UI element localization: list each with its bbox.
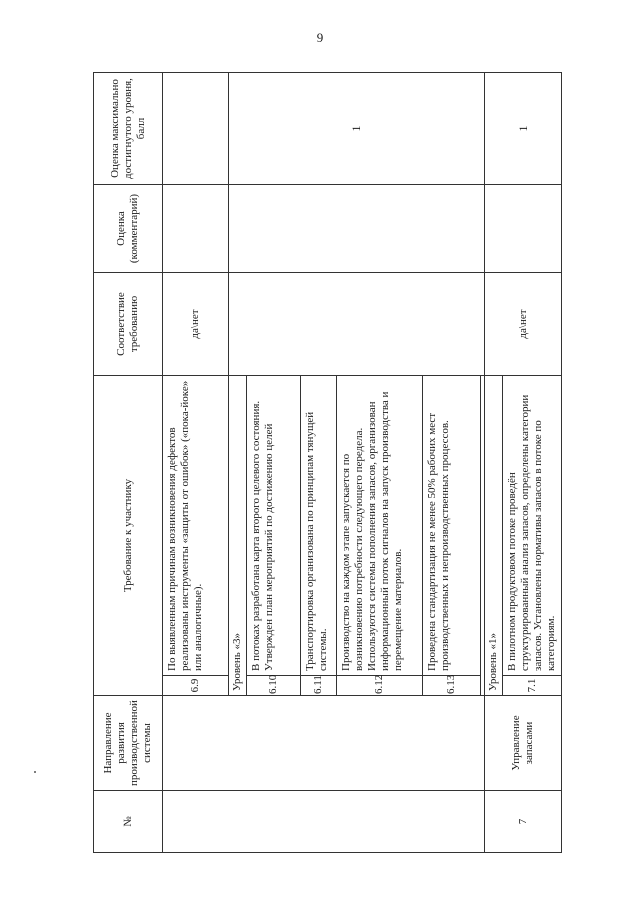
page-number: 9 bbox=[316, 30, 324, 45]
section-direction: Управление запасами bbox=[485, 696, 562, 791]
header-score: Оценка максимально достигнутого уровня, балл bbox=[94, 73, 163, 185]
scan-speck bbox=[34, 771, 36, 773]
row-text: По выявленным причинам возникновения дефектов реализованы инструменты «защиты от ошибок» («пока-йоке» или аналогичные). bbox=[163, 376, 229, 676]
row-text: Транспортировка организована по принципам тянущей системы. bbox=[301, 376, 337, 676]
row-id: 6.13 bbox=[423, 676, 481, 696]
requirements-table bbox=[93, 72, 562, 853]
level-label: Уровень «1» bbox=[485, 376, 503, 696]
table-row-6-9 bbox=[163, 73, 229, 853]
header-direction: Направление развития производственной системы bbox=[94, 696, 163, 791]
level-label: Уровень «3» bbox=[229, 376, 247, 696]
row-text: В пилотном продуктовом потоке проведён структурированный анализ запасов, определены категории запасов. Установлены нормативы запасов в потоке по категориям. bbox=[503, 376, 562, 676]
compliance-cell: да\нет bbox=[163, 273, 229, 376]
comment-blank-column bbox=[229, 185, 485, 273]
score-cell-empty bbox=[163, 73, 229, 185]
cell-num-empty bbox=[163, 791, 485, 853]
row-id: 6.10 bbox=[247, 676, 301, 696]
level-row-1 bbox=[485, 73, 503, 853]
comment-cell bbox=[163, 185, 229, 273]
row-text: Проведена стандартизация не менее 50% рабочих мест производственных и непроизводственных процессов. bbox=[423, 376, 481, 676]
row-id: 7.1 bbox=[503, 676, 562, 696]
header-num: № bbox=[94, 791, 163, 853]
score-cell: 1 bbox=[229, 73, 485, 185]
row-id: 6.12 bbox=[337, 676, 423, 696]
header-comment: Оценка (комментарий) bbox=[94, 185, 163, 273]
row-id: 6.9 bbox=[163, 676, 229, 696]
compliance-cell: да\нет bbox=[485, 273, 562, 376]
rotated-table-container bbox=[93, 73, 557, 853]
section-number: 7 bbox=[485, 791, 562, 853]
row-id: 6.11 bbox=[301, 676, 337, 696]
header-row bbox=[94, 73, 163, 853]
header-requirement: Требование к участнику bbox=[94, 376, 163, 696]
row-text: Производство на каждом этапе запускается по возникновению потребности следующего передела. Используются системы пополнения запасов, организован информационный поток сигналов на запуск производства и перемещение материалов. bbox=[337, 376, 423, 676]
header-compliance: Соответствие требованию bbox=[94, 273, 163, 376]
compliance-blank-column bbox=[229, 273, 485, 376]
score-cell: 1 bbox=[485, 73, 562, 185]
cell-direction-empty bbox=[163, 696, 485, 791]
comment-cell bbox=[485, 185, 562, 273]
row-text: В потоках разработана карта второго целевого состояния. Утвержден план мероприятий по достижению целей bbox=[247, 376, 301, 676]
